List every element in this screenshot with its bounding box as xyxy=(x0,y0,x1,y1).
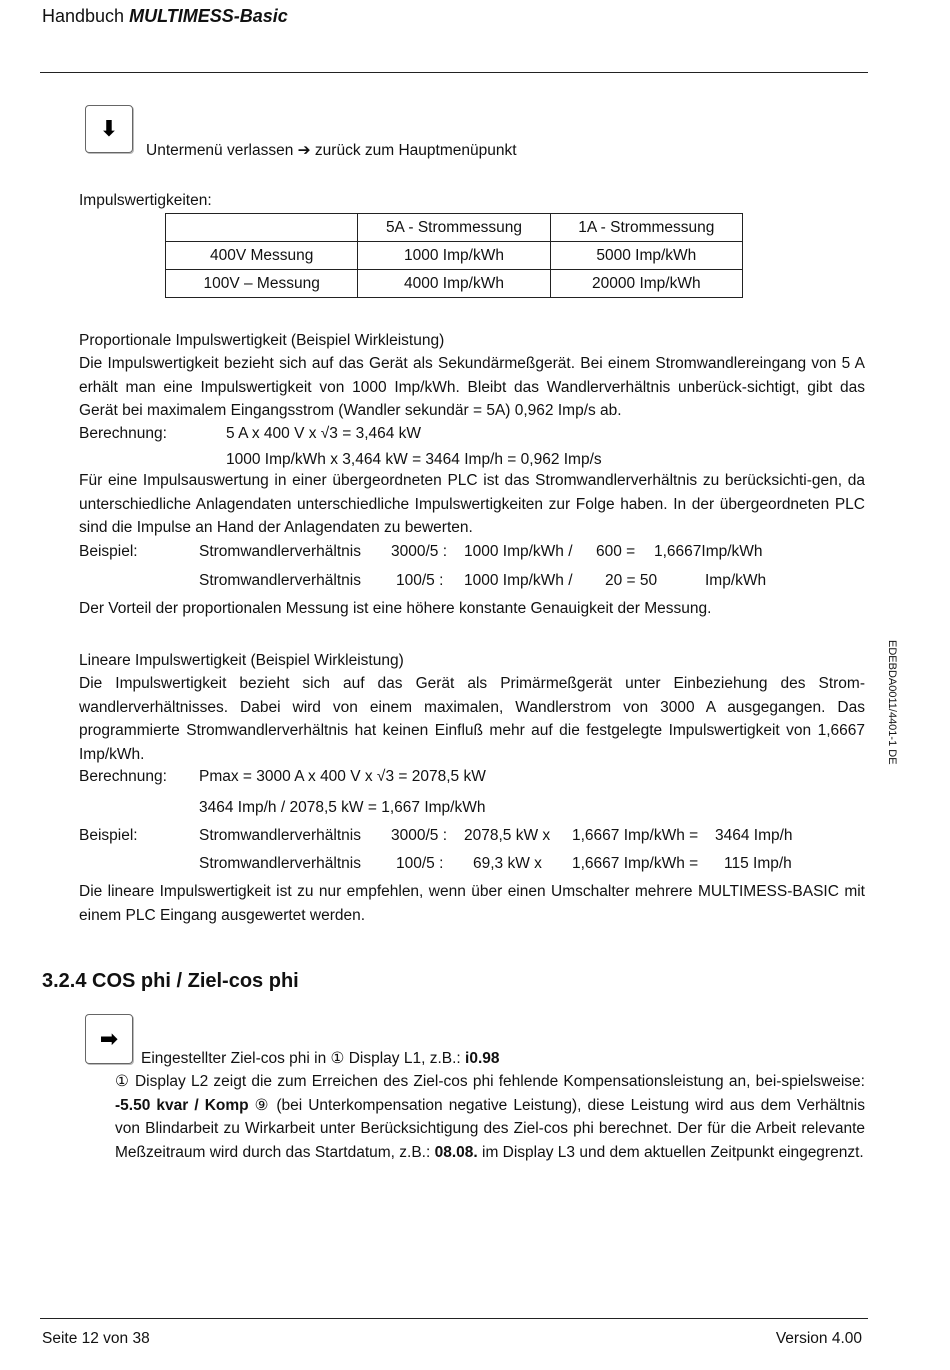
table-header-cell: 1A - Strommessung xyxy=(550,214,742,242)
down-arrow-key-icon: ⬇ xyxy=(85,105,133,153)
impulse-table-caption: Impulswertigkeiten: xyxy=(79,192,212,209)
proportional-example-label: Beispiel: xyxy=(79,543,138,560)
example-result: 115 Imp/h xyxy=(724,855,792,872)
document-code: EDEBDA0011/4401-1 DE xyxy=(886,640,898,765)
linear-calc-label: Berechnung: xyxy=(79,768,167,785)
section-komp-unit: Komp xyxy=(204,1096,249,1114)
section-text-a: ① Display L2 zeigt die zum Erreichen des Ziel-cos phi fehlende Kompensationsleistung an, bei-spielsweise: xyxy=(115,1073,865,1090)
proportional-calc-label: Berechnung: xyxy=(79,425,167,442)
example-kw: 2078,5 kW x xyxy=(464,827,551,844)
example-result: 3464 Imp/h xyxy=(715,827,793,844)
section-date-value: 08.08. xyxy=(434,1143,478,1161)
example-divisor: 20 = 50 xyxy=(605,572,658,589)
section-heading: 3.2.4 COS phi / Ziel-cos phi xyxy=(42,970,299,992)
section-kvar-value: -5.50 kvar xyxy=(115,1096,189,1114)
example-name: Stromwandlerverhältnis xyxy=(199,543,361,560)
table-cell: 100V – Messung xyxy=(166,270,358,298)
linear-heading: Lineare Impulswertigkeit (Beispiel Wirkleistung) xyxy=(79,652,404,669)
example-result: 1,6667Imp/kWh xyxy=(654,543,763,560)
table-cell: 400V Messung xyxy=(166,242,358,270)
footer-rule xyxy=(40,1318,868,1319)
proportional-body: Für eine Impulsauswertung in einer übergeordneten PLC ist das Stromwandlerverhältnis zu berücksichti-gen, da unterschiedliche Anlagendaten unterschiedliche Impulswertigkeiten zur Folge haben. In der übergeordneten PLC sind die Impulse an Hand der Anlagendaten zu bewerten. xyxy=(79,472,865,536)
example-ratio: 100/5 : xyxy=(396,572,444,589)
proportional-calc-line2: 1000 Imp/kWh x 3,464 kW = 3464 Imp/h = 0,962 Imp/s xyxy=(226,451,602,468)
section-separator: / xyxy=(188,1096,205,1114)
example-result: Imp/kWh xyxy=(705,572,767,589)
header-brand: MULTIMESS-Basic xyxy=(129,6,288,26)
example-kw: 69,3 kW x xyxy=(473,855,542,872)
exit-submenu-text: Untermenü verlassen ➔ zurück zum Hauptmenüpunkt xyxy=(146,142,517,159)
linear-intro: Die Impulswertigkeit bezieht sich auf das Gerät als Primärmeßgerät unter Einbeziehung des Strom-wandlerverhältnisses. Dabei wird von einem maximalen, Wandlerstrom von 3000 A ausgegangen. Das programmierte Stromwandlerverhältnis hat keinen Einfluß mehr auf die festgelegte Impulswertigkeit von 1,6667 Imp/kWh. xyxy=(79,675,865,763)
right-arrow-key-icon: ➡ xyxy=(85,1014,133,1064)
section-line1-value: i0.98 xyxy=(465,1050,500,1067)
section-text-c: im Display L3 und dem aktuellen Zeitpunkt eingegrenzt. xyxy=(477,1143,864,1161)
example-name: Stromwandlerverhältnis xyxy=(199,827,361,844)
table-header-cell xyxy=(166,214,358,242)
example-calc: 1000 Imp/kWh / xyxy=(464,572,573,589)
header-rule xyxy=(40,72,868,73)
example-name: Stromwandlerverhältnis xyxy=(199,855,361,872)
page-number: Seite 12 von 38 xyxy=(42,1330,150,1347)
table-header-cell: 5A - Strommessung xyxy=(358,214,550,242)
linear-calc-line2: 3464 Imp/h / 2078,5 kW = 1,667 Imp/kWh xyxy=(199,799,486,816)
example-factor: 1,6667 Imp/kWh = xyxy=(572,827,699,844)
example-factor: 1,6667 Imp/kWh = xyxy=(572,855,699,872)
proportional-conclusion: Der Vorteil der proportionalen Messung ist eine höhere konstante Genauigkeit der Messung. xyxy=(79,600,712,617)
header-title: Handbuch xyxy=(42,6,130,26)
page-header xyxy=(42,6,288,27)
example-ratio: 3000/5 : xyxy=(391,543,448,560)
linear-calc-line1: Pmax = 3000 A x 400 V x √3 = 2078,5 kW xyxy=(199,768,486,785)
example-divisor: 600 = xyxy=(596,543,636,560)
linear-conclusion: Die lineare Impulswertigkeit ist zu nur empfehlen, wenn über einen Umschalter mehrere MULTIMESS-BASIC mit einem PLC Eingang ausgewertet werden. xyxy=(79,883,865,924)
table-row xyxy=(166,242,743,270)
proportional-calc-line1: 5 A x 400 V x √3 = 3,464 kW xyxy=(226,425,422,442)
example-ratio: 3000/5 : xyxy=(391,827,448,844)
section-line1 xyxy=(141,1047,500,1070)
version-label: Version 4.00 xyxy=(775,1330,862,1347)
impulse-table xyxy=(165,213,743,298)
table-header-row xyxy=(166,214,743,242)
table-cell: 20000 Imp/kWh xyxy=(550,270,742,298)
proportional-intro: Die Impulswertigkeit bezieht sich auf das Gerät als Sekundärmeßgerät. Bei einem Stromwandlereingang von 5 A erhält man eine Impulswertigkeit von 1000 Imp/kWh. Bleibt das Wandlerverhältnis unberück-sichtigt, gibt das Gerät bei maximalem Eingangsstrom (Wandler sekundär = 5A) 0,962 Imp/s ab. xyxy=(79,355,865,419)
section-text-b: ⑨ (bei Unterkompensation negative Leistung), diese Leistung wird aus dem Verhältnis von Blindarbeit zu Wirkarbeit unter Berücksichtigung des Ziel-cos phi berechnet. Der für die Arbeit relevante Meßzeitraum wird durch das Startdatum, z.B.: xyxy=(115,1096,866,1161)
section-line1-text: Eingestellter Ziel-cos phi in ① Display L1, z.B.: xyxy=(141,1050,466,1067)
table-cell: 1000 Imp/kWh xyxy=(358,242,550,270)
linear-example-label: Beispiel: xyxy=(79,827,138,844)
example-name: Stromwandlerverhältnis xyxy=(199,572,361,589)
table-cell: 5000 Imp/kWh xyxy=(550,242,742,270)
example-ratio: 100/5 : xyxy=(396,855,444,872)
table-row xyxy=(166,270,743,298)
table-cell: 4000 Imp/kWh xyxy=(358,270,550,298)
section-paragraph xyxy=(115,1070,865,1164)
example-calc: 1000 Imp/kWh / xyxy=(464,543,573,560)
proportional-heading: Proportionale Impulswertigkeit (Beispiel Wirkleistung) xyxy=(79,332,445,349)
